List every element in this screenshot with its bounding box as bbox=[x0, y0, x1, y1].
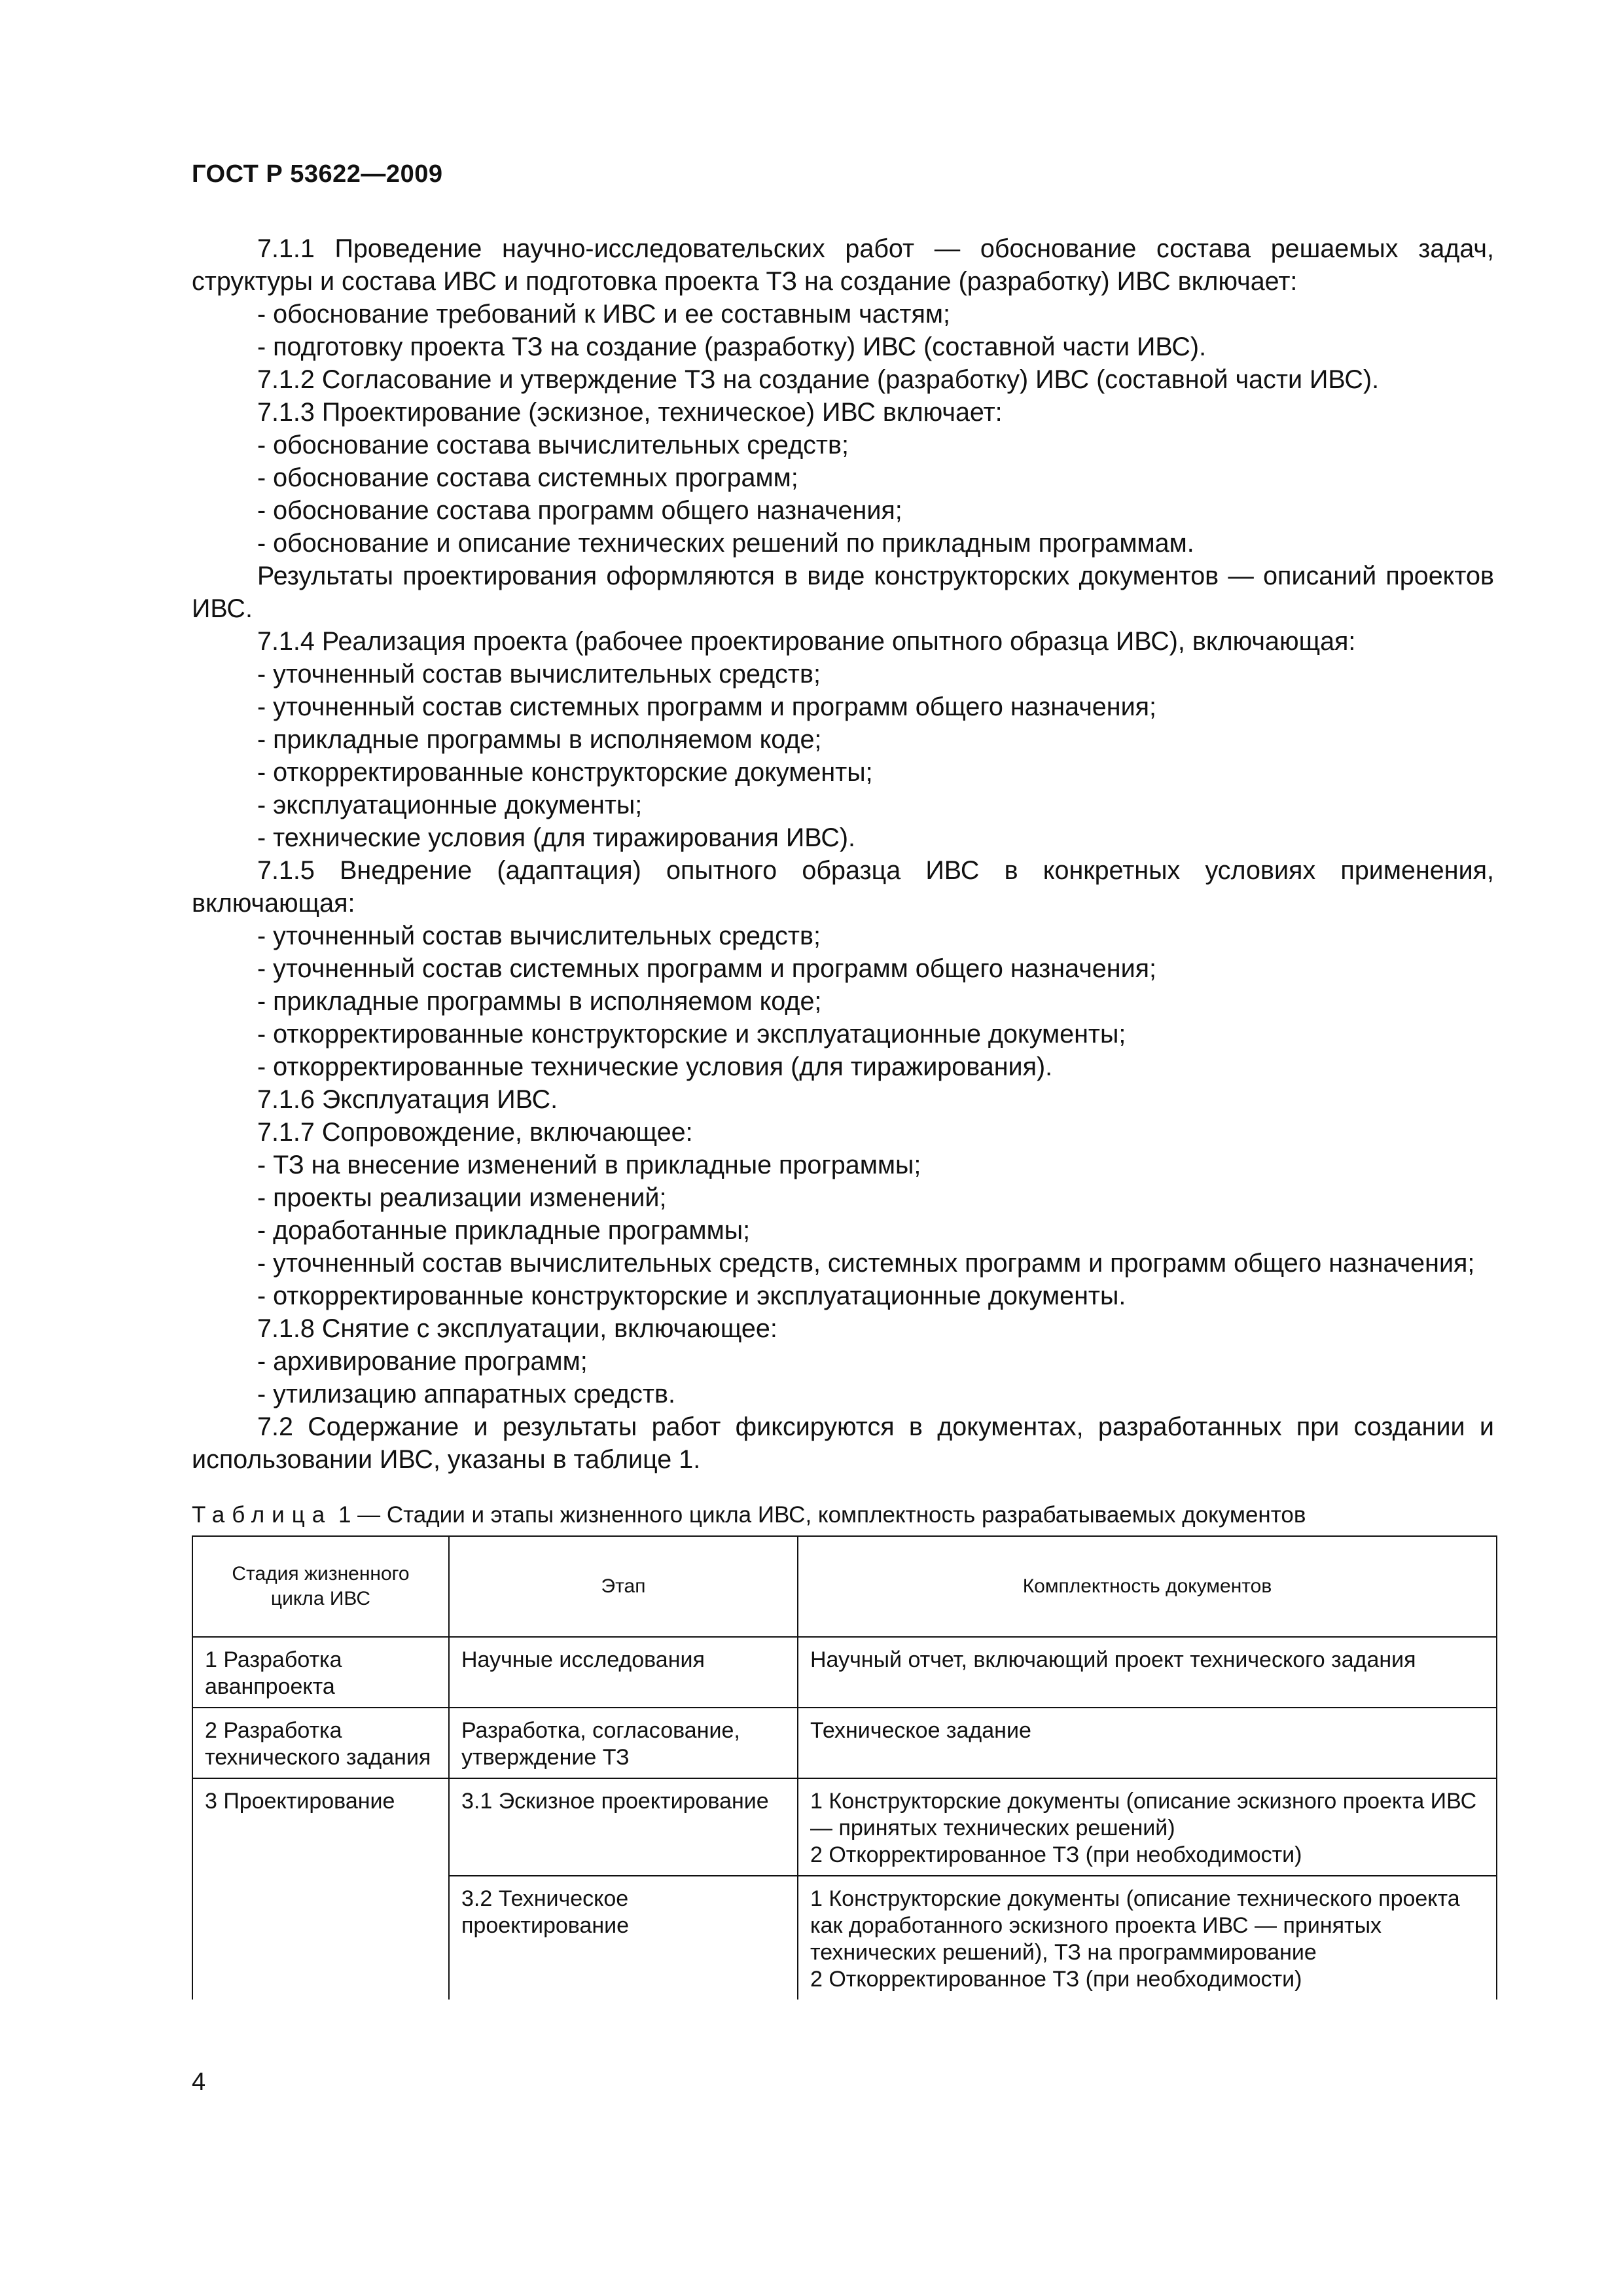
paragraph-7-2: 7.2 Содержание и результаты работ фиксируются в документах, разработанных при создании и использовании ИВС, указаны в таблице 1. bbox=[192, 1412, 1494, 1474]
list-item: - уточненный состав вычислительных средств; bbox=[257, 922, 821, 950]
paragraph-7-1-4: 7.1.4 Реализация проекта (рабочее проектирование опытного образца ИВС), включающая: bbox=[257, 627, 1356, 656]
paragraph-7-1-3: 7.1.3 Проектирование (эскизное, техническое) ИВС включает: bbox=[257, 398, 1003, 427]
list-item: - обоснование состава программ общего назначения; bbox=[257, 496, 902, 525]
table-row bbox=[192, 1637, 1497, 1708]
list-item: - прикладные программы в исполняемом коде; bbox=[257, 725, 822, 754]
lifecycle-table bbox=[192, 1535, 1497, 2000]
table-caption-text: 1 — Стадии и этапы жизненного цикла ИВС, комплектность разрабатываемых документов bbox=[332, 1502, 1306, 1528]
cell-stage: 2 Разработка технического задания bbox=[192, 1708, 449, 1778]
cell-stage: 3 Проектирование bbox=[192, 1778, 449, 2000]
list-item: - уточненный состав системных программ и программ общего назначения; bbox=[257, 692, 1156, 721]
header-step: Этап bbox=[449, 1536, 798, 1637]
doc-line: 1 Конструкторские документы (описание эскизного проекта ИВС — принятых технических решений) bbox=[810, 1789, 1477, 1840]
paragraph-7-1-1: 7.1.1 Проведение научно-исследовательских работ — обоснование состава решаемых задач, структуры и состава ИВС и подготовка проекта ТЗ на создание (разработку) ИВС включает: bbox=[192, 234, 1494, 296]
page-number: 4 bbox=[192, 2068, 206, 2096]
table-row bbox=[192, 1778, 1497, 1876]
document-body bbox=[192, 232, 1494, 1476]
list-item: - доработанные прикладные программы; bbox=[257, 1216, 751, 1245]
header-docs: Комплектность документов bbox=[798, 1536, 1497, 1637]
list-item: - откорректированные конструкторские и эксплуатационные документы. bbox=[257, 1282, 1126, 1310]
doc-line: Научный отчет, включающий проект технического задания bbox=[810, 1647, 1416, 1672]
cell-step: 3.2 Техническое проектирование bbox=[449, 1876, 798, 2000]
cell-docs bbox=[798, 1637, 1497, 1708]
table-caption bbox=[192, 1501, 1494, 1530]
list-item: - обоснование состава вычислительных средств; bbox=[257, 431, 849, 459]
list-item: - обоснование состава системных программ; bbox=[257, 463, 798, 492]
doc-line: 2 Откорректированное ТЗ (при необходимости) bbox=[810, 1842, 1302, 1867]
list-item: - уточненный состав системных программ и программ общего назначения; bbox=[257, 954, 1156, 983]
cell-docs bbox=[798, 1876, 1497, 2000]
list-item: - подготовку проекта ТЗ на создание (разработку) ИВС (составной части ИВС). bbox=[257, 332, 1207, 361]
list-item: - уточненный состав вычислительных средств; bbox=[257, 660, 821, 689]
cell-step: 3.1 Эскизное проектирование bbox=[449, 1778, 798, 1876]
doc-line: 2 Откорректированное ТЗ (при необходимости) bbox=[810, 1967, 1302, 1992]
list-item: - откорректированные конструкторские документы; bbox=[257, 758, 873, 787]
list-item: - откорректированные конструкторские и эксплуатационные документы; bbox=[257, 1020, 1126, 1049]
list-item: - проекты реализации изменений; bbox=[257, 1183, 667, 1212]
list-item: - эксплуатационные документы; bbox=[257, 791, 643, 819]
cell-stage: 1 Разработка аванпроекта bbox=[192, 1637, 449, 1708]
list-item: - архивирование программ; bbox=[257, 1347, 588, 1376]
paragraph-results: Результаты проектирования оформляются в виде конструкторских документов — описаний проектов ИВС. bbox=[192, 562, 1494, 623]
table-header-row bbox=[192, 1536, 1497, 1637]
cell-docs bbox=[798, 1708, 1497, 1778]
list-item: - утилизацию аппаратных средств. bbox=[257, 1380, 675, 1408]
list-item: - прикладные программы в исполняемом коде; bbox=[257, 987, 822, 1016]
table-caption-label: Таблица bbox=[192, 1502, 332, 1528]
paragraph-7-1-7: 7.1.7 Сопровождение, включающее: bbox=[257, 1118, 693, 1147]
table-row bbox=[192, 1708, 1497, 1778]
paragraph-7-1-5: 7.1.5 Внедрение (адаптация) опытного образца ИВС в конкретных условиях применения, включающая: bbox=[192, 856, 1494, 918]
paragraph-7-1-2: 7.1.2 Согласование и утверждение ТЗ на создание (разработку) ИВС (составной части ИВС). bbox=[257, 365, 1380, 394]
standard-header: ГОСТ Р 53622—2009 bbox=[192, 160, 443, 188]
paragraph-7-1-8: 7.1.8 Снятие с эксплуатации, включающее: bbox=[257, 1314, 777, 1343]
list-item: - обоснование и описание технических решений по прикладным программам. bbox=[257, 529, 1194, 558]
cell-step: Научные исследования bbox=[449, 1637, 798, 1708]
doc-line: Техническое задание bbox=[810, 1718, 1031, 1743]
list-item: - обоснование требований к ИВС и ее составным частям; bbox=[257, 300, 951, 329]
doc-line: 1 Конструкторские документы (описание технического проекта как доработанного эскизного проекта ИВС — принятых технических решений), ТЗ на программирование bbox=[810, 1886, 1460, 1965]
cell-docs bbox=[798, 1778, 1497, 1876]
list-item: - технические условия (для тиражирования ИВС). bbox=[257, 823, 855, 852]
cell-step: Разработка, согласование, утверждение ТЗ bbox=[449, 1708, 798, 1778]
paragraph-7-1-6: 7.1.6 Эксплуатация ИВС. bbox=[257, 1085, 558, 1114]
list-item: - откорректированные технические условия (для тиражирования). bbox=[257, 1052, 1053, 1081]
list-item: - уточненный состав вычислительных средств, системных программ и программ общего назначения; bbox=[257, 1249, 1475, 1278]
list-item: - ТЗ на внесение изменений в прикладные программы; bbox=[257, 1151, 921, 1179]
header-stage: Стадия жизненного цикла ИВС bbox=[192, 1536, 449, 1637]
